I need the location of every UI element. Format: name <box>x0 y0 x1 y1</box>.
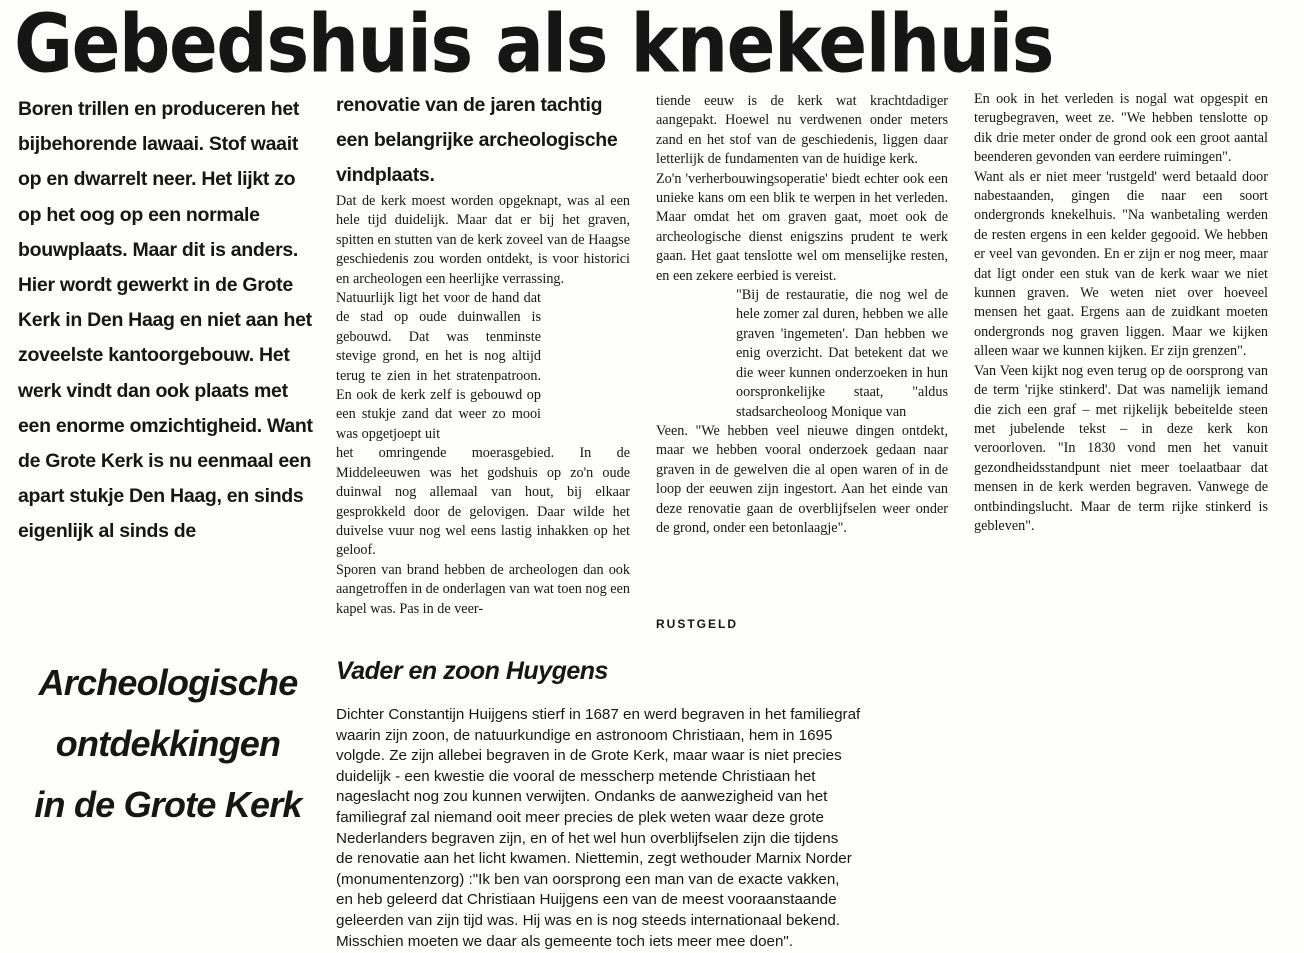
paragraph: Zo'n 'verherbouwingsoperatie' biedt echter ook een unieke kans om een blik te werpen in het verleden. Maar omdat het om graven gaat, moet ook de archeologische dienst enigszins prudent te werk gaan. Het gaat tenslotte wel om menselijke resten, en een zekere eerbied is vereist. <box>656 170 948 284</box>
sidebar-body <box>336 705 948 952</box>
paragraph: Van Veen kijkt nog even terug op de oorsprong van de term 'rijke stinkerd'. Dat was namelijk iemand die zich een graf – met rijkelijk bebeitelde steen met jubelende tekst – in deze kerk kon veroorloven. "In 1830 vond men het vanuit gezondheidsstandpunt niet meer toelaatbaar dat mensen in de kerk werden begraven. Vanwege de ontbindingslucht. Maar de term rijke stinkerd is gebleven". <box>974 362 1268 534</box>
paragraph: Natuurlijk ligt het voor de hand dat de stad op oude duinwallen is gebouwd. Dat was tenminste stevige grond, en het is nog altijd terug te zien in het stratenpatroon. En ook de kerk zelf is gebouwd op een stukje zand dat weer zo mooi was opgetjoept uit <box>336 290 541 442</box>
article-column-3 <box>656 92 948 538</box>
subheadline <box>18 652 318 835</box>
sidebar-line: volgde. Ze zijn allebei begraven in de Grote Kerk, maar waar is niet precies <box>336 747 842 765</box>
paragraph: Veen. "We hebben veel nieuwe dingen ontdekt, maar we hebben vooral onderzoek gedaan naar graven in de gewelven die al open waren of in de loop der eeuwen zijn ingestort. Aan het einde van deze renovatie gaan de overblijfselen weer onder de grond, onder een betonlaagje". <box>656 422 948 536</box>
quote: "Bij de restauratie, die nog wel de hele zomer zal duren, hebben we alle graven 'ingemeten'. Dan hebben we enig overzicht. Dat betekent dat we die weer kunnen onderzoeken in hun oorspronkelijke staat, "aldus stadsarcheoloog Monique van <box>736 287 948 420</box>
paragraph: het omringende moerasgebied. In de Middeleeuwen was het godshuis op zo'n oude duinwal nog allemaal van hout, bij elkaar gesprokkeld door de gelovigen. Daar wilde het duivelse vuur nog wel eens lastig inhakken op het geloof. <box>336 445 630 559</box>
sidebar-line: waarin zijn zoon, de natuurkundige en astronoom Christiaan, hem in 1695 <box>336 726 833 744</box>
headline: Gebedshuis als knekelhuis <box>14 0 1053 91</box>
subheadline-line: Archeologische <box>38 662 298 703</box>
sidebar-line: (monumentenzorg) :"Ik ben van oorsprong een man van de exacte vakken, <box>336 870 840 888</box>
sidebar-line: Misschien moeten we daar als gemeente toch iets meer mee doen". <box>336 932 794 950</box>
subheadline-line: ontdekkingen <box>55 723 281 764</box>
intro-lead: Boren trillen en produceren het bijbehorende lawaai. Stof waait op en dwarrelt neer. Het lijkt zo op het oog op een normale bouwplaats. Maar dit is anders. Hier wordt gewerkt in de Grote Kerk in Den Haag en niet aan het zoveelste kantoorgebouw. Het werk vindt dan ook plaats met een enorme omzichtigheid. Want de Grote Kerk is nu eenmaal een apart stukje Den Haag, en sinds eigenlijk al sinds de <box>18 98 313 543</box>
article-column-4 <box>974 90 1268 536</box>
paragraph: tiende eeuw is de kerk wat krachtdadiger aangepakt. Hoewel nu verdwenen onder meters zand en het stof van de geschiedenis, liggen daar letterlijk de fundamenten van de huidige kerk. <box>656 93 948 168</box>
intro-lead-continued: renovatie van de jaren tachtig een belangrijke archeologische vindplaats. <box>336 94 618 186</box>
paragraph: Sporen van brand hebben de archeologen dan ook aangetroffen in de onderlagen van wat toen nog een kapel was. Pas in de veer- <box>336 561 630 617</box>
sidebar-line: Nederlanders begraven zijn, en of het wel hun overblijfselen zijn die tijdens <box>336 829 839 847</box>
sidebar-line: geleerden van zijn tijd was. Hij was en is nog steeds internationaal bekend. <box>336 911 841 929</box>
section-byline: RUSTGELD <box>656 617 738 631</box>
article-column-2 <box>336 192 630 619</box>
sidebar-line: familiegraf zal niemand ooit meer precies de plek weten waar deze grote <box>336 808 824 826</box>
sidebar-line: Dichter Constantijn Huijgens stierf in 1687 en werd begraven in het familiegraf <box>336 706 861 723</box>
subheadline-line: in de Grote Kerk <box>34 784 302 825</box>
paragraph: En ook in het verleden is nogal wat opgespit en terugbegraven, weet ze. "We hebben tenslotte op dik drie meter onder de grond ook een groot aantal beenderen gevonden van eerdere ruimingen". <box>974 91 1268 166</box>
sidebar-line: nageslacht nog zou kunnen verwijten. Ondanks de aanwezigheid van het <box>336 788 828 806</box>
sidebar-title: Vader en zoon Huygens <box>336 657 608 685</box>
sidebar-line: duidelijk - een kwestie die vooral de messcherp metende Christiaan het <box>336 767 816 785</box>
paragraph: Dat de kerk moest worden opgeknapt, was al een hele tijd duidelijk. Maar dat er bij het graven, spitten en stutten van de kerk zoveel van de Haagse geschiedenis zou worden ontdekt, is voor historici en archeologen een heerlijke verrassing. <box>336 193 630 287</box>
paragraph: Want als er niet meer 'rustgeld' werd betaald door nabestaanden, gingen die naar een soort ondergronds knekelhuis. "Na wanbetaling werden de resten ergens in een kelder gegooid. We hebben er veel van gevonden. En er zijn er nog meer, maar dat ligt onder een stuk van de kerk waar we niet kunnen graven. We weten niet over hoeveel mensen het gaat. Ergens aan de zuidkant moeten ondergronds nog graven liggen. Maar we kijken alleen waar we kunnen kijken. Er zijn grenzen". <box>974 168 1268 360</box>
sidebar-line: en heb geleerd dat Christiaan Huijgens een van de meest vooraanstaande <box>336 891 837 909</box>
sidebar-line: de renovatie aan het licht kwamen. Niettemin, zegt wethouder Marnix Norder <box>336 850 852 868</box>
